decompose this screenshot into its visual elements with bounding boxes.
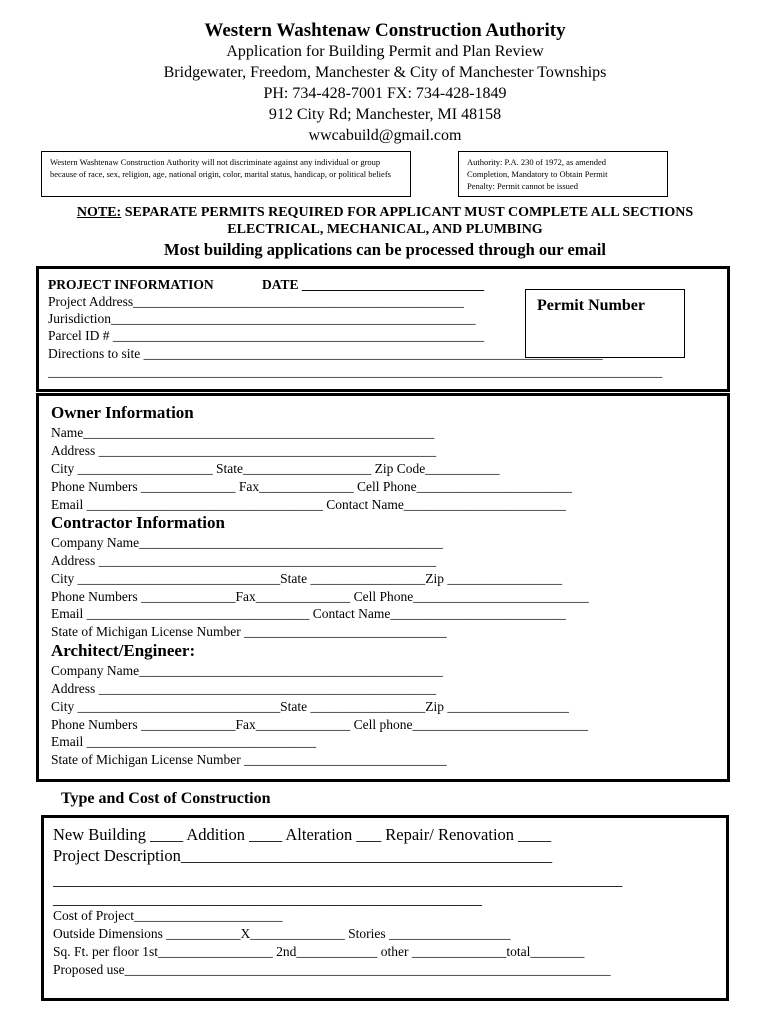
date-field[interactable]: DATE ___________________________ — [262, 277, 485, 292]
architect-heading: Architect/Engineer: — [51, 641, 196, 660]
jurisdiction-field[interactable]: Jurisdiction______________________________________________________ — [48, 311, 476, 326]
contractor-heading: Contractor Information — [51, 513, 225, 532]
directions-field[interactable]: Directions to site ____________________________________________________________________ — [48, 346, 603, 361]
owner-city-state-zip-field[interactable]: City ____________________ State___________________ Zip Code___________ — [51, 461, 500, 476]
architect-city-state-zip-field[interactable]: City ______________________________State _________________Zip __________________ — [51, 699, 569, 714]
cost-of-project-field[interactable]: Cost of Project______________________ — [53, 908, 283, 923]
email-processing-note: Most building applications can be processed through our email — [164, 240, 606, 259]
permit-number-box[interactable] — [525, 289, 685, 358]
contractor-license-field[interactable]: State of Michigan License Number ______________________________ — [51, 624, 447, 639]
contractor-city-state-zip-field[interactable]: City ______________________________State _________________Zip _________________ — [51, 571, 563, 586]
project-description-field[interactable]: Project Description_____________________________________________ — [53, 846, 553, 865]
email-line: wwcabuild@gmail.com — [308, 127, 462, 144]
note-line-1 — [0, 205, 770, 221]
architect-address-field[interactable]: Address __________________________________________________ — [51, 681, 437, 696]
note-label: NOTE: — [76, 205, 122, 220]
architect-phone-fax-cell-field[interactable]: Phone Numbers ______________Fax______________ Cell phone__________________________ — [51, 717, 588, 732]
construction-type-field[interactable]: New Building ____ Addition ____ Alteration ___ Repair/ Renovation ____ — [53, 825, 552, 844]
directions-blank-line[interactable]: ___________________________________________________________________________________________ — [48, 364, 663, 379]
owner-phone-fax-cell-field[interactable]: Phone Numbers ______________ Fax______________ Cell Phone_______________________ — [51, 479, 572, 494]
description-blank-line-1[interactable]: _____________________________________________________________________ — [53, 870, 623, 889]
page-title: Western Washtenaw Construction Authority — [204, 20, 566, 41]
permit-number-label: Permit Number — [537, 297, 645, 314]
contractor-phone-fax-cell-field[interactable]: Phone Numbers ______________Fax______________ Cell Phone__________________________ — [51, 589, 589, 604]
proposed-use-field[interactable]: Proposed use________________________________________________________________________ — [53, 962, 611, 977]
project-info-heading: PROJECT INFORMATION — [48, 277, 214, 292]
project-address-field[interactable]: Project Address_________________________________________________ — [48, 294, 464, 309]
description-blank-line-2[interactable]: ____________________________________________________ — [53, 889, 482, 908]
parcel-id-field[interactable]: Parcel ID # _______________________________________________________ — [48, 328, 485, 343]
contractor-email-contact-field[interactable]: Email _________________________________ Contact Name__________________________ — [51, 606, 566, 621]
architect-email-field[interactable]: Email __________________________________ — [51, 734, 317, 749]
authority-box — [458, 151, 668, 197]
phone-fax-line: PH: 734-428-7001 FX: 734-428-1849 — [263, 85, 507, 102]
authority-line: Authority: P.A. 230 of 1972, as amended — [467, 157, 607, 167]
address-line: 912 City Rd; Manchester, MI 48158 — [268, 106, 502, 123]
page-subtitle: Application for Building Permit and Plan Review — [226, 43, 544, 60]
owner-address-field[interactable]: Address __________________________________________________ — [51, 443, 437, 458]
completion-line: Completion, Mandatory to Obtain Permit — [467, 169, 608, 179]
architect-license-field[interactable]: State of Michigan License Number ______________________________ — [51, 752, 447, 767]
owner-name-field[interactable]: Name____________________________________________________ — [51, 425, 435, 440]
penalty-line: Penalty: Permit cannot be issued — [467, 181, 578, 191]
contractor-company-field[interactable]: Company Name_____________________________________________ — [51, 535, 443, 550]
outside-dimensions-field[interactable]: Outside Dimensions ___________X______________ Stories __________________ — [53, 926, 511, 941]
architect-company-field[interactable]: Company Name_____________________________________________ — [51, 663, 443, 678]
owner-email-contact-field[interactable]: Email ___________________________________ Contact Name________________________ — [51, 497, 566, 512]
note-text: SEPARATE PERMITS REQUIRED FOR APPLICANT MUST COMPLETE ALL SECTIONS — [121, 205, 694, 220]
nondiscrimination-text: Western Washtenaw Construction Authority will not discriminate against any individual or group because of race, sex, religion, age, national origin, color, marital status, handicap, or political beliefs — [50, 157, 391, 179]
sq-ft-per-floor-field[interactable]: Sq. Ft. per floor 1st_________________ 2nd____________ other ______________total________ — [53, 944, 585, 959]
contractor-address-field[interactable]: Address __________________________________________________ — [51, 553, 437, 568]
townships-line: Bridgewater, Freedom, Manchester & City of Manchester Townships — [163, 64, 607, 81]
nondiscrimination-box — [41, 151, 411, 197]
construction-heading: Type and Cost of Construction — [61, 790, 271, 807]
note-line-2: ELECTRICAL, MECHANICAL, AND PLUMBING — [227, 222, 543, 237]
owner-heading: Owner Information — [51, 403, 194, 422]
